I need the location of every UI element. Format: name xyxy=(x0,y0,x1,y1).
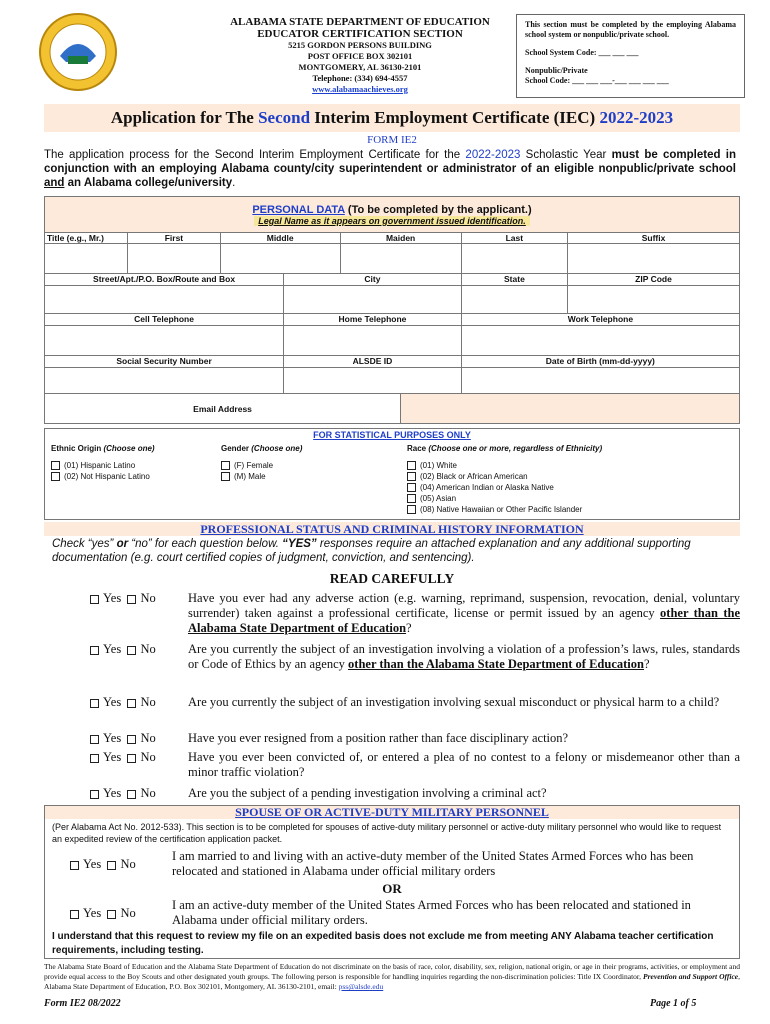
footer-c: , Alabama State Department of Education, P.O. Box 302101, Montgomery, AL 36130-2101, email: xyxy=(44,972,740,991)
option-pacific-islander: (08) Native Hawaiian or Other Pacific Islander xyxy=(420,505,583,514)
title-part-3: Interim Employment Certificate (IEC) xyxy=(314,108,596,127)
spouse-note: (Per Alabama Act No. 2012-533). This section is to be completed for spouses of active-duty military personnel or active-duty military personnel who would like to request an expedited review of the certification application packet. xyxy=(52,822,722,844)
nonpublic-label: Nonpublic/Private xyxy=(525,66,588,75)
or-divider: OR xyxy=(382,881,402,896)
suffix-input[interactable] xyxy=(568,244,740,274)
s1-yes-checkbox[interactable] xyxy=(70,861,79,870)
q4-no-label: No xyxy=(140,731,156,745)
title-second: Second xyxy=(258,108,311,127)
statistics-box xyxy=(44,428,740,520)
title-part-1: Application for The xyxy=(110,108,254,127)
page-title xyxy=(44,104,740,132)
telephone: Telephone: (334) 694-4557 xyxy=(312,73,408,83)
gender-label: Gender xyxy=(221,444,250,453)
read-carefully: READ CAREFULLY xyxy=(329,571,455,586)
checkbox-pacific-islander[interactable] xyxy=(407,505,416,514)
email-input[interactable] xyxy=(401,394,740,424)
option-white: (01) White xyxy=(420,461,457,470)
q5-yes-label: Yes xyxy=(103,750,122,764)
race-hint: (Choose one or more, regardless of Ethnicity) xyxy=(428,444,603,453)
q6-no-label: No xyxy=(140,786,156,800)
instr-b: “no” for each question below. xyxy=(131,538,279,550)
city-input[interactable] xyxy=(284,286,462,314)
state-input[interactable] xyxy=(461,286,567,314)
q3-no-checkbox[interactable] xyxy=(127,699,136,708)
q1-emphasis: other than the Alabama State Department of Education xyxy=(188,606,740,635)
col-state: State xyxy=(461,274,567,286)
question-2 xyxy=(90,642,740,672)
option-female: (F) Female xyxy=(234,461,274,470)
department-header xyxy=(170,16,550,95)
option-hispanic: (01) Hispanic Latino xyxy=(64,461,136,470)
col-title: Title (e.g., Mr.) xyxy=(45,233,128,244)
q6-yes-checkbox[interactable] xyxy=(90,790,99,799)
q5-yes-checkbox[interactable] xyxy=(90,754,99,763)
col-maiden: Maiden xyxy=(340,233,461,244)
col-work-phone: Work Telephone xyxy=(461,314,739,326)
q6-text: Are you the subject of a pending investigation involving a criminal act? xyxy=(188,786,547,800)
instr-a: Check “yes” xyxy=(52,538,114,550)
intro-e: an Alabama college/university xyxy=(67,177,233,189)
col-last: Last xyxy=(461,233,567,244)
intro-a: The application process for the Second Interim Employment Certificate for the xyxy=(44,149,461,161)
option-asian: (05) Asian xyxy=(420,494,457,503)
nondiscrimination-footer xyxy=(44,962,740,992)
q2-yes-label: Yes xyxy=(103,642,122,656)
first-name-input[interactable] xyxy=(128,244,221,274)
instr-or: or xyxy=(116,538,129,550)
address-line-2: POST OFFICE BOX 302101 xyxy=(307,51,413,61)
q4-text: Have you ever resigned from a position rather than face disciplinary action? xyxy=(188,731,569,745)
q4-yes-label: Yes xyxy=(103,731,122,745)
intro-b: Scholastic Year xyxy=(525,149,607,161)
intro-c: must be completed in conjunction with an employing Alabama county/city superintendent or administrator of an eligible nonpublic/private school xyxy=(44,149,736,175)
system-note: This section must be completed by the employing Alabama school system or nonpublic/private school. xyxy=(525,20,736,39)
cell-phone-input[interactable] xyxy=(45,326,284,356)
s1-text: I am married to and living with an active-duty member of the United States Armed Forces who has been relocated and stationed in Alabama under official military orders xyxy=(172,849,694,878)
checkbox-white[interactable] xyxy=(407,461,416,470)
col-ssn: Social Security Number xyxy=(45,356,284,368)
race-label: Race xyxy=(407,444,427,453)
col-home-phone: Home Telephone xyxy=(284,314,462,326)
instr-c: responses require an attached explanation and any additional supporting documentation (e.g. court certified copies of judgment, conviction, and sentencing). xyxy=(52,538,691,564)
understand-statement: I understand that this request to review my file on an expedited basis does not exclude me from meeting ANY Alabama teacher certification requirements, including testing. xyxy=(52,931,714,956)
dob-input[interactable] xyxy=(461,368,739,394)
s1-yes-label: Yes xyxy=(83,857,102,871)
form-number: FORM IE2 xyxy=(367,134,417,146)
ssn-input[interactable] xyxy=(45,368,284,394)
instr-yes: “YES” xyxy=(282,538,317,550)
s2-no-label: No xyxy=(120,906,136,920)
footer-a: The Alabama State Board of Education and the Alabama State Department of Education do not discriminate on the basis of race, color, disability, sex, religion, national origin, or age in their programs, activities, or employment and provide equal access to the Boy Scouts and other designated youth groups. The following person is responsible for handling inquiries regarding the non-discrimination policies: Title IX Coordinator, xyxy=(44,962,740,981)
q1-no-checkbox[interactable] xyxy=(127,595,136,604)
question-4 xyxy=(90,731,740,746)
spouse-heading: SPOUSE OF OR ACTIVE-DUTY MILITARY PERSONNEL xyxy=(235,805,549,819)
col-middle: Middle xyxy=(220,233,340,244)
q5-no-checkbox[interactable] xyxy=(127,754,136,763)
intro-and: and xyxy=(44,177,65,189)
ethnic-label: Ethnic Origin xyxy=(51,444,102,453)
system-code-field[interactable]: School System Code: ___ ___ ___ xyxy=(525,48,639,57)
question-5 xyxy=(90,750,740,780)
checkbox-black[interactable] xyxy=(407,472,416,481)
q1-no-label: No xyxy=(140,591,156,605)
legal-name-note: Legal Name as it appears on government issued identification. xyxy=(254,216,530,226)
checkbox-american-indian[interactable] xyxy=(407,483,416,492)
s2-yes-label: Yes xyxy=(83,906,102,920)
zip-input[interactable] xyxy=(568,286,740,314)
question-3 xyxy=(90,695,740,710)
checkbox-hispanic[interactable] xyxy=(51,461,60,470)
email-label: Email Address xyxy=(45,394,401,424)
col-suffix: Suffix xyxy=(568,233,740,244)
q5-text: Have you ever been convicted of, or entered a plea of no contest to a felony or misdemeanor other than a minor traffic violation? xyxy=(188,750,740,779)
home-phone-input[interactable] xyxy=(284,326,462,356)
q5-no-label: No xyxy=(140,750,156,764)
personal-data-subheading: (To be completed by the applicant.) xyxy=(344,203,532,216)
title-input[interactable] xyxy=(45,244,128,274)
q3-no-label: No xyxy=(140,695,156,709)
option-american-indian: (04) American Indian or Alaska Native xyxy=(420,483,554,492)
q2-text: Are you currently the subject of an investigation involving a violation of a profession’s laws, rules, standards or Code of Ethics by an agency xyxy=(188,642,740,671)
personal-data-heading: PERSONAL DATA xyxy=(252,203,345,216)
q2-emphasis: other than the Alabama State Department of Education xyxy=(348,657,644,671)
footer-email-link[interactable]: pss@alsde.edu xyxy=(338,982,384,991)
street-input[interactable] xyxy=(45,286,284,314)
col-first: First xyxy=(128,233,221,244)
q3-yes-label: Yes xyxy=(103,695,122,709)
school-system-box xyxy=(516,14,745,98)
checkbox-male[interactable] xyxy=(221,472,230,481)
s2-text: I am an active-duty member of the United States Armed Forces who has been relocated and stationed in Alabama under official military orders. xyxy=(172,898,691,927)
checkbox-asian[interactable] xyxy=(407,494,416,503)
work-phone-input[interactable] xyxy=(461,326,739,356)
q1-yes-label: Yes xyxy=(103,591,122,605)
spouse-statement-1 xyxy=(70,849,736,879)
professional-heading: PROFESSIONAL STATUS AND CRIMINAL HISTORY INFORMATION xyxy=(200,522,584,536)
q4-no-checkbox[interactable] xyxy=(127,735,136,744)
statistics-heading: FOR STATISTICAL PURPOSES ONLY xyxy=(313,430,471,440)
col-city: City xyxy=(284,274,462,286)
q2-no-checkbox[interactable] xyxy=(127,646,136,655)
checkbox-not-hispanic[interactable] xyxy=(51,472,60,481)
s1-no-checkbox[interactable] xyxy=(107,861,116,870)
intro-paragraph xyxy=(44,148,736,190)
s1-no-label: No xyxy=(120,857,136,871)
professional-instructions xyxy=(52,537,736,565)
q1-yes-checkbox[interactable] xyxy=(90,595,99,604)
form-id: Form IE2 08/2022 xyxy=(44,998,121,1009)
dept-name: ALABAMA STATE DEPARTMENT OF EDUCATION xyxy=(230,16,490,28)
gender-hint: (Choose one) xyxy=(251,444,303,453)
col-zip: ZIP Code xyxy=(568,274,740,286)
ethnic-hint: (Choose one) xyxy=(103,444,155,453)
q6-yes-label: Yes xyxy=(103,786,122,800)
address-line-3: MONTGOMERY, AL 36130-2101 xyxy=(298,62,422,72)
last-name-input[interactable] xyxy=(461,244,567,274)
col-cell-phone: Cell Telephone xyxy=(45,314,284,326)
address-line-1: 5215 GORDON PERSONS BUILDING xyxy=(288,40,432,50)
section-name: EDUCATOR CERTIFICATION SECTION xyxy=(257,28,463,40)
maiden-name-input[interactable] xyxy=(340,244,461,274)
s2-no-checkbox[interactable] xyxy=(107,910,116,919)
state-seal-logo xyxy=(38,12,118,92)
footer-office: Prevention and Support Office xyxy=(643,972,739,981)
col-dob: Date of Birth (mm-dd-yyyy) xyxy=(461,356,739,368)
q1-text: Have you ever had any adverse action (e.g. warning, reprimand, suspension, revocation, denial, voluntary surrender) taken against a professional certificate, license or permit issued by an agency xyxy=(188,591,740,620)
checkbox-female[interactable] xyxy=(221,461,230,470)
title-year: 2022-2023 xyxy=(599,108,674,127)
alsde-id-input[interactable] xyxy=(284,368,462,394)
s2-yes-checkbox[interactable] xyxy=(70,910,79,919)
intro-period: . xyxy=(232,177,236,189)
question-1 xyxy=(90,591,740,636)
q1-end: ? xyxy=(406,621,412,635)
q2-end: ? xyxy=(643,657,650,671)
q6-no-checkbox[interactable] xyxy=(127,790,136,799)
option-male: (M) Male xyxy=(234,472,266,481)
q2-yes-checkbox[interactable] xyxy=(90,646,99,655)
website-link[interactable]: www.alabamaachieves.org xyxy=(312,84,408,94)
col-street: Street/Apt./P.O. Box/Route and Box xyxy=(45,274,284,286)
school-code-field[interactable]: School Code: ___ ___ ___-___ ___ ___ ___ xyxy=(525,76,669,85)
option-black: (02) Black or African American xyxy=(420,472,528,481)
q2-no-label: No xyxy=(140,642,156,656)
q4-yes-checkbox[interactable] xyxy=(90,735,99,744)
question-6 xyxy=(90,786,740,801)
page-number: Page 1 of 5 xyxy=(650,998,697,1009)
middle-name-input[interactable] xyxy=(220,244,340,274)
col-alsde-id: ALSDE ID xyxy=(284,356,462,368)
spouse-statement-2 xyxy=(70,898,736,928)
option-not-hispanic: (02) Not Hispanic Latino xyxy=(64,472,150,481)
q3-text: Are you currently the subject of an investigation involving sexual misconduct or physical harm to a child? xyxy=(188,695,720,709)
q3-yes-checkbox[interactable] xyxy=(90,699,99,708)
personal-data-table xyxy=(44,196,740,424)
intro-year: 2022-2023 xyxy=(465,149,521,161)
